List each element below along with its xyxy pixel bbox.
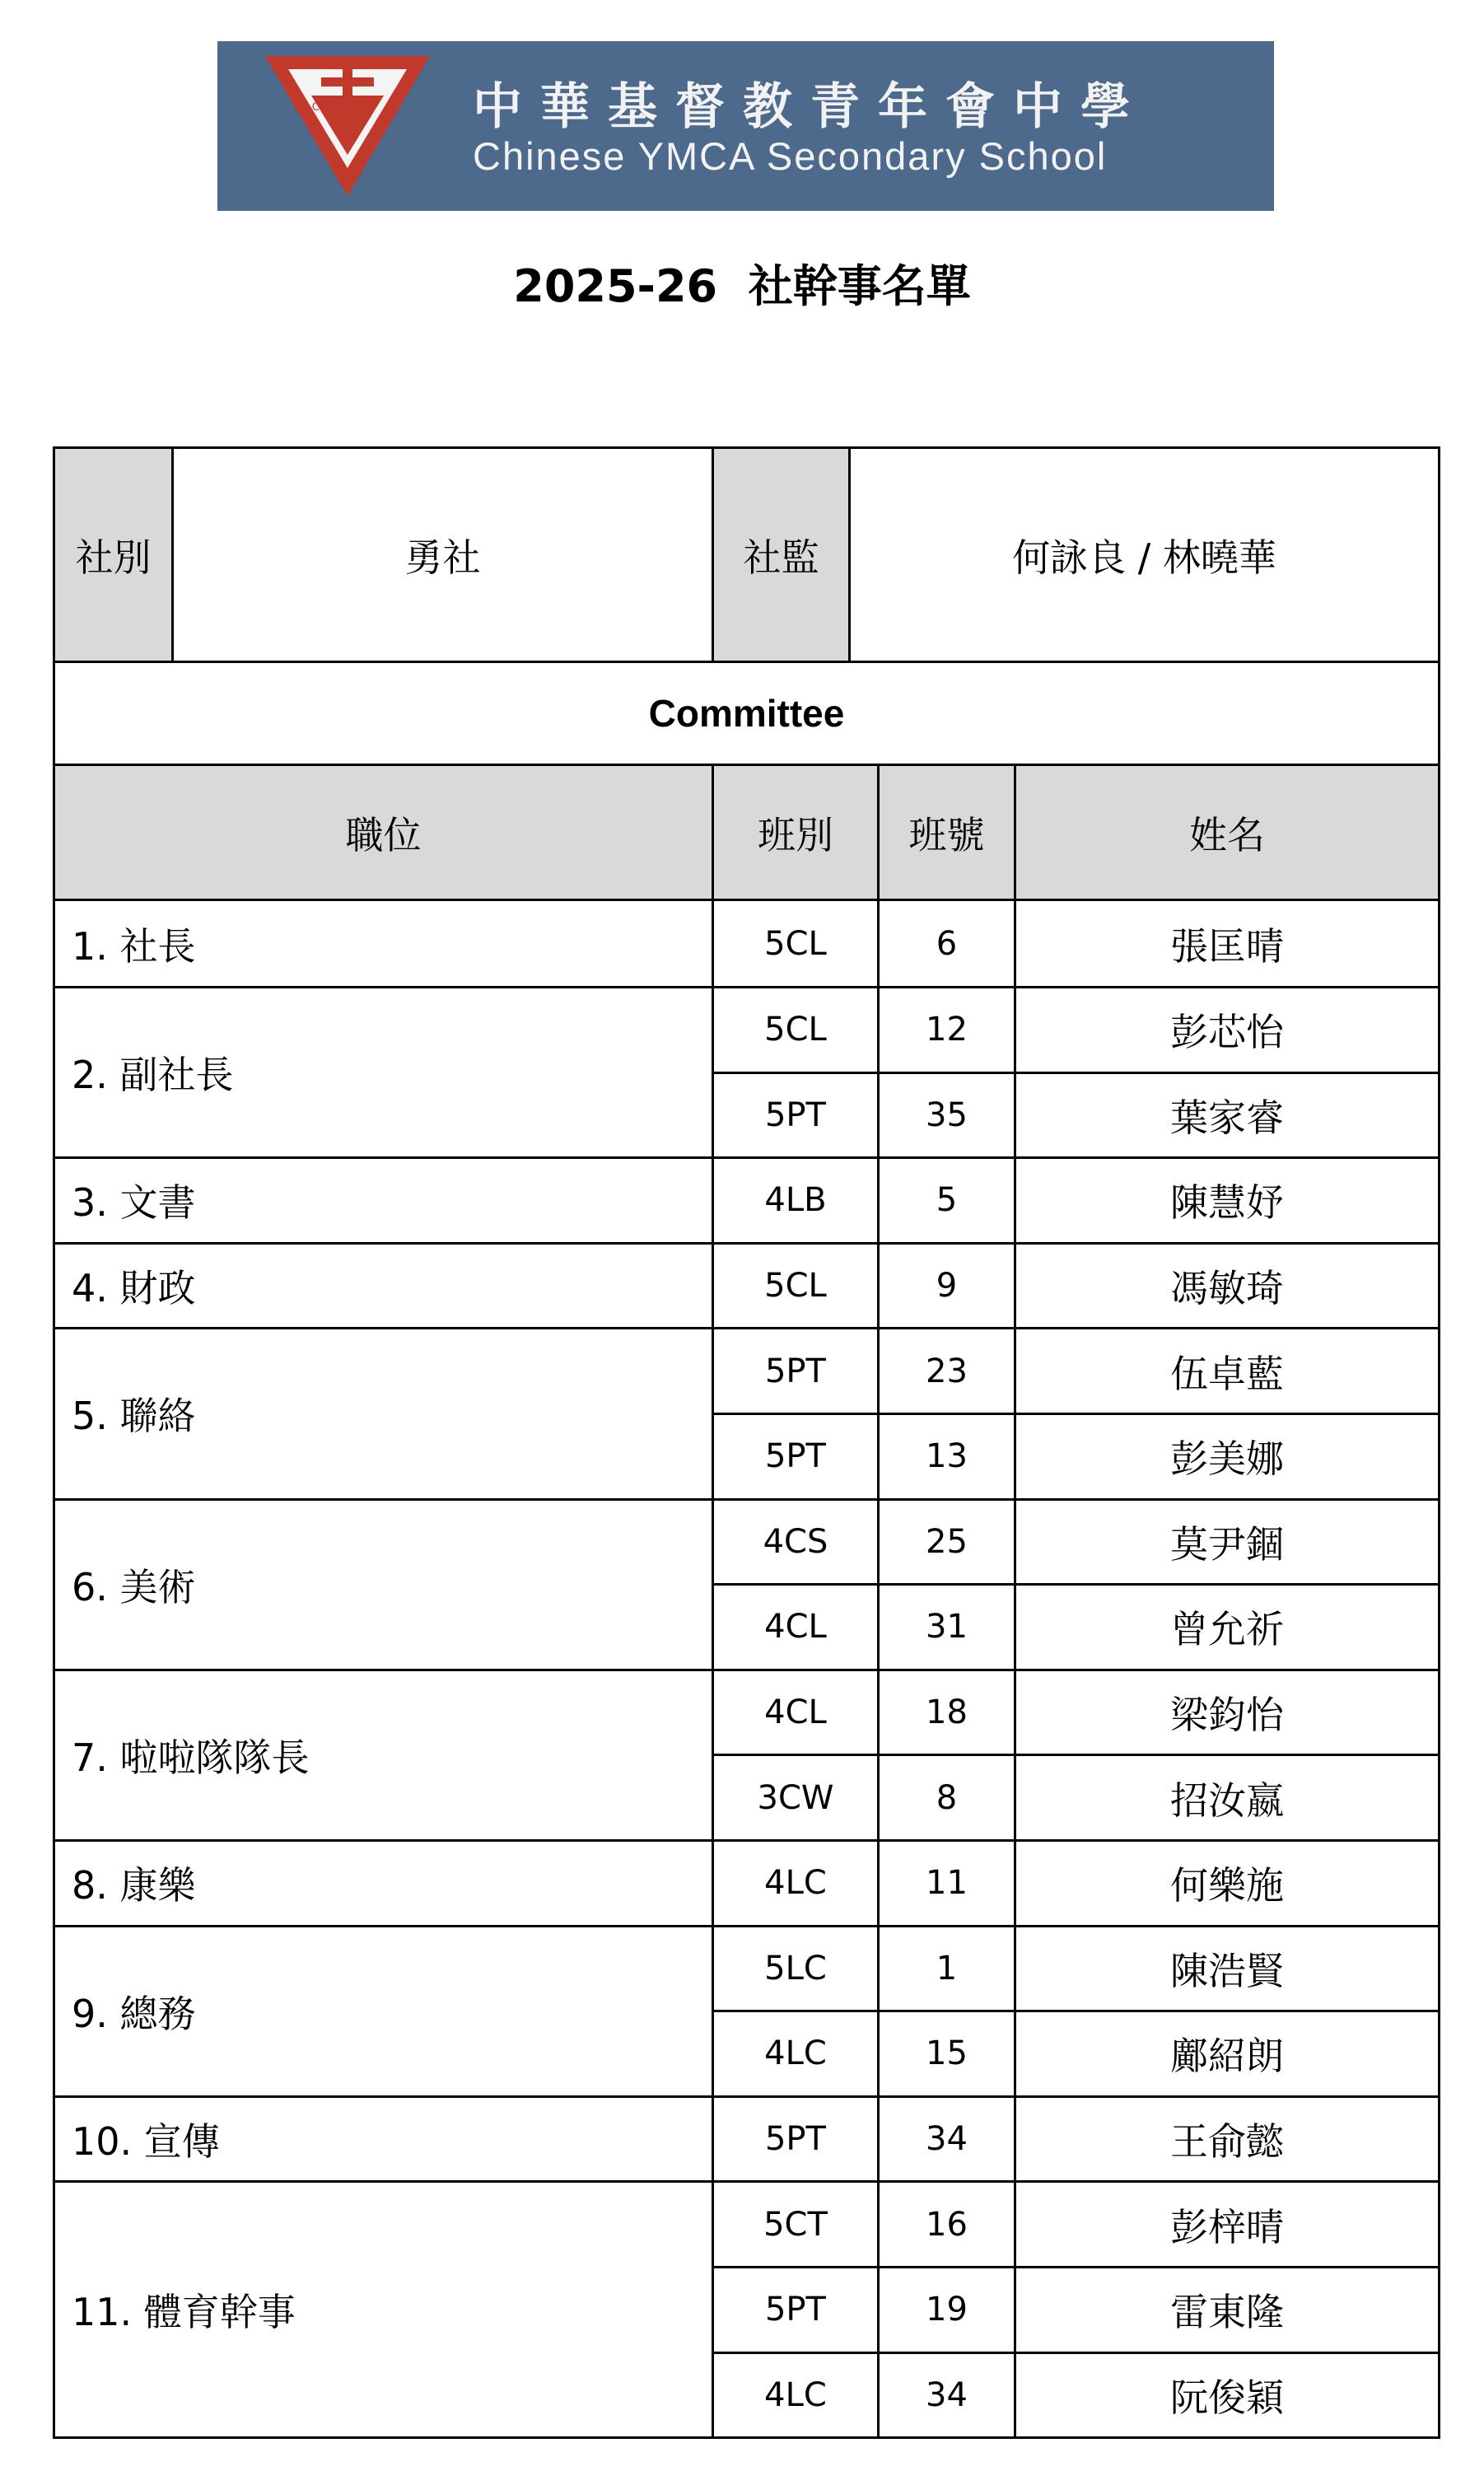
member-row [54,2182,1440,2268]
name-cell: 陳浩賢 [1015,1926,1440,2011]
class-number-cell: 1 [879,1926,1015,2011]
position-label: 3. 文書 [54,1158,713,1244]
committee-row [54,662,1440,765]
class-number-cell: 34 [879,2096,1015,2182]
class-cell: 5PT [713,1413,879,1499]
column-header-name: 姓名 [1015,765,1440,900]
name-cell: 莫尹錮 [1015,1499,1440,1585]
class-cell: 4CS [713,1499,879,1585]
name-cell: 梁鈞怡 [1015,1670,1440,1755]
class-cell: 4LC [713,2011,879,2097]
class-number-cell: 25 [879,1499,1015,1585]
column-header-row [54,765,1440,900]
class-cell: 5PT [713,1329,879,1414]
name-cell: 何樂施 [1015,1840,1440,1926]
house-master-label: 社監 [713,448,850,662]
position-label: 9. 總務 [54,1926,713,2096]
class-number-cell: 6 [879,900,1015,988]
position-label: 1. 社長 [54,900,713,988]
house-info-row [54,448,1440,662]
class-number-cell: 5 [879,1158,1015,1244]
name-cell: 彭芯怡 [1015,988,1440,1073]
class-cell: 5PT [713,1072,879,1158]
class-cell: 4LC [713,1840,879,1926]
position-label: 7. 啦啦隊隊長 [54,1670,713,1840]
class-number-cell: 16 [879,2182,1015,2268]
name-cell: 阮俊穎 [1015,2352,1440,2438]
member-row [54,1840,1440,1926]
name-cell: 招汝嬴 [1015,1755,1440,1841]
member-row [54,988,1440,1073]
name-cell: 王俞懿 [1015,2096,1440,2182]
column-header-class: 班別 [713,765,879,900]
column-header-position: 職位 [54,765,713,900]
house-label: 社別 [54,448,173,662]
position-label: 5. 聯絡 [54,1329,713,1499]
document-title: 2025-26 社幹事名單 [513,260,971,312]
name-cell: 馮敏琦 [1015,1243,1440,1329]
class-cell: 4CL [713,1670,879,1755]
member-row [54,1670,1440,1755]
name-cell: 葉家睿 [1015,1072,1440,1158]
class-number-cell: 23 [879,1329,1015,1414]
ymca-logo [264,53,432,199]
committee-heading: Committee [54,662,1440,765]
position-label: 8. 康樂 [54,1840,713,1926]
class-number-cell: 34 [879,2352,1015,2438]
member-row [54,1243,1440,1329]
class-number-cell: 9 [879,1243,1015,1329]
class-cell: 5CL [713,1243,879,1329]
member-row [54,2096,1440,2182]
class-cell: 5PT [713,2096,879,2182]
position-label: 11. 體育幹事 [54,2182,713,2438]
member-row [54,1329,1440,1414]
class-number-cell: 11 [879,1840,1015,1926]
class-cell: 5PT [713,2267,879,2352]
house-master-value: 何詠良 / 林曉華 [850,448,1440,662]
name-cell: 彭梓晴 [1015,2182,1440,2268]
name-cell: 陳慧妤 [1015,1158,1440,1244]
class-cell: 3CW [713,1755,879,1841]
member-row [54,900,1440,988]
position-label: 2. 副社長 [54,988,713,1158]
class-number-cell: 35 [879,1072,1015,1158]
name-cell: 張匡晴 [1015,900,1440,988]
class-number-cell: 13 [879,1413,1015,1499]
member-row [54,1499,1440,1585]
member-row [54,1158,1440,1244]
class-cell: 5LC [713,1926,879,2011]
class-cell: 4LB [713,1158,879,1244]
class-number-cell: 18 [879,1670,1015,1755]
column-header-class-number: 班號 [879,765,1015,900]
name-cell: 雷東隆 [1015,2267,1440,2352]
class-number-cell: 31 [879,1585,1015,1670]
name-cell: 曾允祈 [1015,1585,1440,1670]
class-number-cell: 12 [879,988,1015,1073]
class-cell: 4LC [713,2352,879,2438]
position-label: 4. 財政 [54,1243,713,1329]
class-number-cell: 8 [879,1755,1015,1841]
position-label: 6. 美術 [54,1499,713,1670]
class-cell: 5CL [713,988,879,1073]
name-cell: 彭美娜 [1015,1413,1440,1499]
name-cell: 伍卓藍 [1015,1329,1440,1414]
school-banner [217,41,1274,211]
school-name-english: Chinese YMCA Secondary School [473,134,1108,178]
class-number-cell: 15 [879,2011,1015,2097]
name-cell: 鄺紹朗 [1015,2011,1440,2097]
class-number-cell: 19 [879,2267,1015,2352]
committee-table [53,446,1440,2439]
school-name-chinese: 中華基督教青年會中學 [473,78,1148,136]
class-cell: 5CT [713,2182,879,2268]
class-cell: 4CL [713,1585,879,1670]
class-cell: 5CL [713,900,879,988]
house-value: 勇社 [173,448,713,662]
position-label: 10. 宣傳 [54,2096,713,2182]
member-row [54,1926,1440,2011]
logo-text: Y.M.C.A. [292,101,334,114]
